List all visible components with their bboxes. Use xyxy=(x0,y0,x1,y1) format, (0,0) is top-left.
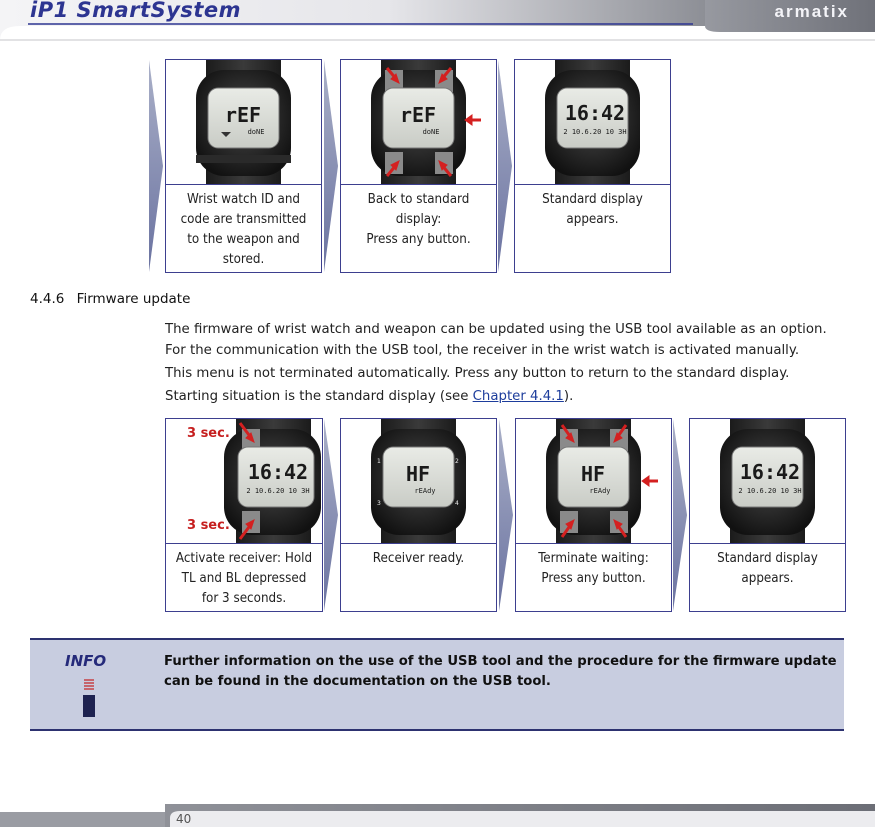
page-number: 40 xyxy=(176,812,192,826)
body-paragraph: This menu is not terminated automatically. Press any button to return to the standard display. xyxy=(165,366,790,381)
body-paragraph: The firmware of wrist watch and weapon can be updated using the USB tool available as an option. xyxy=(165,322,827,337)
lcd-main-text: 16:42 xyxy=(564,101,626,125)
section-title: Firmware update xyxy=(76,291,191,307)
step-card xyxy=(340,59,497,273)
lcd-main-text: 16:42 xyxy=(247,460,309,484)
chapter-link[interactable]: Chapter 4.4.1 xyxy=(472,389,564,404)
step-card xyxy=(340,418,497,612)
step-chevron xyxy=(498,60,514,272)
lcd-main-text: 16:42 xyxy=(739,460,801,484)
step-caption: Standard display appears. xyxy=(717,551,818,586)
info-text: Further information on the use of the USB tool and the procedure for the firmware update can be found in the documentation on the USB tool. xyxy=(164,654,837,689)
watch-image xyxy=(341,60,496,185)
step-card xyxy=(689,418,846,612)
step-caption: Back to standard display: Press any button. xyxy=(366,192,471,247)
watch-image xyxy=(690,419,845,544)
lcd-sub-text: 2 10.6.20 10 3H xyxy=(738,487,802,495)
lcd-sub-text: doNE xyxy=(247,128,265,136)
svg-text:1: 1 xyxy=(377,458,381,465)
lcd-main-text: rEF xyxy=(399,103,437,127)
step-card xyxy=(514,59,671,273)
lcd-sub-text: rEAdy xyxy=(589,487,611,495)
watch-image xyxy=(166,60,321,185)
step-card xyxy=(515,418,672,612)
watch-image xyxy=(341,419,496,544)
info-book-icon xyxy=(82,678,96,718)
body-paragraph: For the communication with the USB tool, the receiver in the wrist watch is activated manually. xyxy=(165,343,800,358)
brand-logo: armatix xyxy=(774,2,849,21)
lcd-sub-text: doNE xyxy=(422,128,440,136)
step-caption: Standard display appears. xyxy=(542,192,643,227)
svg-text:4: 4 xyxy=(455,500,459,507)
lcd-sub-text: 2 10.6.20 10 3H xyxy=(246,487,310,495)
info-box xyxy=(30,638,844,731)
step-chevron xyxy=(149,60,165,272)
step-card xyxy=(165,418,323,612)
body-paragraph: Starting situation is the standard display (see Chapter 4.4.1). xyxy=(165,389,574,404)
footer-band xyxy=(0,800,875,827)
watch-image xyxy=(515,60,670,185)
step-caption: Terminate waiting: Press any button. xyxy=(538,551,649,586)
page-header xyxy=(0,0,875,40)
svg-text:3: 3 xyxy=(377,500,381,507)
step-caption: Activate receiver: Hold TL and BL depressed for 3 seconds. xyxy=(175,551,313,606)
info-label: INFO xyxy=(65,652,107,670)
section-heading xyxy=(30,291,190,307)
lcd-main-text: HF xyxy=(405,462,431,486)
step-caption: Wrist watch ID and code are transmitted to the weapon and stored. xyxy=(180,192,307,267)
step-chevron xyxy=(324,60,340,272)
step-chevron xyxy=(673,419,689,611)
document-title: iP1 SmartSystem xyxy=(30,0,242,22)
lcd-sub-text: 2 10.6.20 10 3H xyxy=(563,128,627,136)
svg-text:2: 2 xyxy=(455,458,459,465)
step-chevron xyxy=(324,419,340,611)
step-card xyxy=(165,59,322,273)
step-caption: Receiver ready. xyxy=(372,551,465,566)
hold-duration-label: 3 sec. xyxy=(187,426,230,441)
section-number: 4.4.6 xyxy=(30,291,65,307)
watch-image xyxy=(516,419,671,544)
lcd-main-text: rEF xyxy=(224,103,262,127)
step-chevron xyxy=(499,419,515,611)
hold-duration-label: 3 sec. xyxy=(187,518,230,533)
lcd-main-text: HF xyxy=(580,462,606,486)
lcd-sub-text: rEAdy xyxy=(414,487,436,495)
